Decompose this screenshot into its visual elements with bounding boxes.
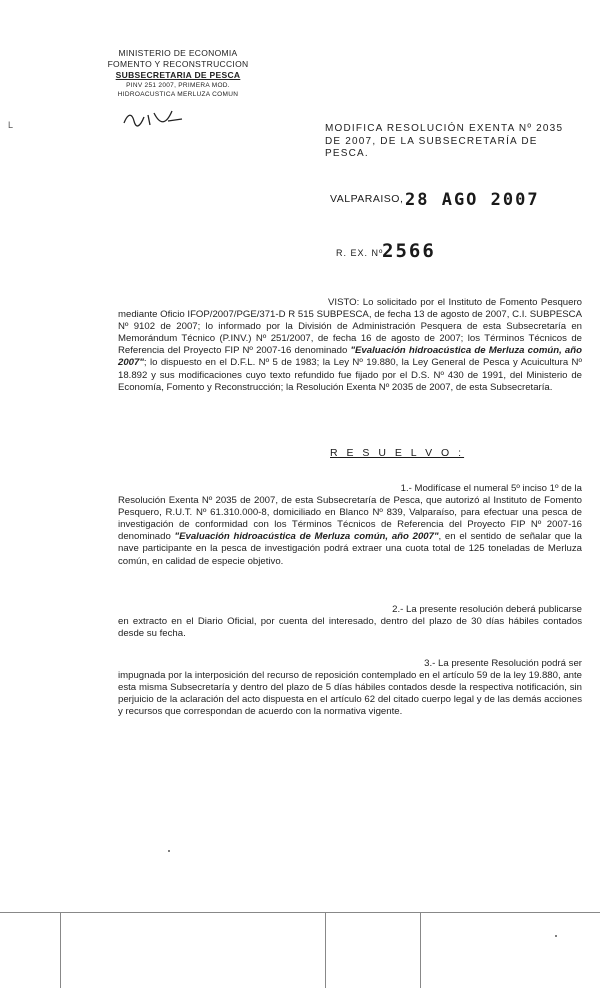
article-3-lead: 3.- La presente Resolución podrá ser [424, 658, 582, 669]
article-2 [118, 604, 582, 640]
article-3-text: impugnada por la interposición del recurso de reposición contemplado en el artículo 59 de la ley 19.880, ante esta misma Subsecretaría y dentro del plazo de 5 días hábiles contados desde la respectiva notificación, sin perjuicio de la aclaración del acto dispuesta en el artículo 62 del citado cuerpo legal y de las demás acciones y recursos que correspondan de acuerdo con la normativa vigente. [118, 670, 582, 718]
footer-divider [420, 913, 421, 988]
ministry-name: MINISTERIO DE ECONOMIA [118, 48, 238, 58]
resolution-number-label: R. EX. Nº [336, 248, 384, 258]
footer-divider [325, 913, 326, 988]
article-1-text-cont: , en el sentido de señalar que la nave participante en la pesca de investigación podrá extraer una cuota total de 125 toneladas de Merluza común, en calidad de especie objetivo. [118, 531, 583, 567]
footer-rule [0, 912, 600, 913]
article-1-text: Resolución Exenta Nº 2035 de 2007, de esta Subsecretaría de Pesca, que autorizó al Instituto de Fomento Pesquero, R.U.T. Nº 61.310.000-8, domiciliado en Blanco Nº 839, Valparaíso, para efectuar una pesca de investigación de conformidad con los Términos Técnicos de Referencia del Proyecto FIP Nº 2007-16 denominado [118, 495, 582, 543]
letterhead [78, 48, 278, 99]
margin-mark: L [8, 120, 14, 130]
visto-text-cont: ; lo dispuesto en el D.F.L. Nº 5 de 1983; la Ley Nº 19.880, la Ley General de Pesca y Acuicultura Nº 18.892 y sus modificaciones cuyo texto refundido fue fijado por el D.S. Nº 430 de 1991, del Ministerio de Economía, Fomento y Reconstrucción; la Resolución Exenta Nº 2035 de 2007, de esta Subsecretaría. [118, 357, 582, 393]
date-stamp: 28 AGO 2007 [405, 190, 540, 210]
reference-line-1: PINV 251 2007, PRIMERA MOD. [126, 82, 230, 89]
article-2-text: en extracto en el Diario Oficial, por cuenta del interesado, dentro del plazo de 30 días hábiles contados desde su fecha. [118, 616, 582, 640]
handwritten-initials [120, 107, 190, 131]
visto-paragraph [118, 297, 582, 394]
visto-project-title: "Evaluación hidroacústica de Merluza común, año 2007" [118, 345, 582, 369]
visto-text: Lo solicitado por el Instituto de Fomento Pesquero mediante Oficio IFOP/2007/PGE/371-D R 515 SUBPESCA, de fecha 13 de agosto de 2007, C.I. SUBPESCA Nº 9102 de 2007; lo informado por la División de Administración Pesquera de esta Subsecretaría en Memorándum Técnico (P.INV.) Nº 251/2007, de fecha 16 de agosto de 2007; los Términos Técnicos de Referencia del Proyecto FIP Nº 2007-16 denominado [118, 297, 583, 357]
resuelvo-heading: R E S U E L V O : [330, 447, 465, 459]
article-3 [118, 658, 582, 718]
scan-speck [555, 935, 557, 937]
footer-divider [60, 913, 61, 988]
city-label: VALPARAISO, [330, 193, 404, 205]
article-2-lead: 2.- La presente resolución deberá publicarse [392, 604, 582, 615]
article-1-lead: 1.- Modifícase el numeral 5º inciso 1º de la [400, 483, 582, 494]
resolution-subject: MODIFICA RESOLUCIÓN EXENTA Nº 2035 DE 2007, DE LA SUBSECRETARÍA DE PESCA. [325, 123, 564, 159]
reference-line-2: HIDROACUSTICA MERLUZA COMUN [117, 91, 239, 98]
article-1-project-title: "Evaluación hidroacústica de Merluza común, año 2007" [174, 531, 439, 543]
article-1 [118, 483, 582, 568]
scan-speck [168, 850, 170, 852]
ministry-name-cont: FOMENTO Y RECONSTRUCCION [107, 59, 249, 69]
visto-lead: VISTO: [328, 297, 360, 308]
subsecretaria-name: SUBSECRETARIA DE PESCA [115, 70, 241, 80]
resolution-number: 2566 [382, 240, 436, 262]
